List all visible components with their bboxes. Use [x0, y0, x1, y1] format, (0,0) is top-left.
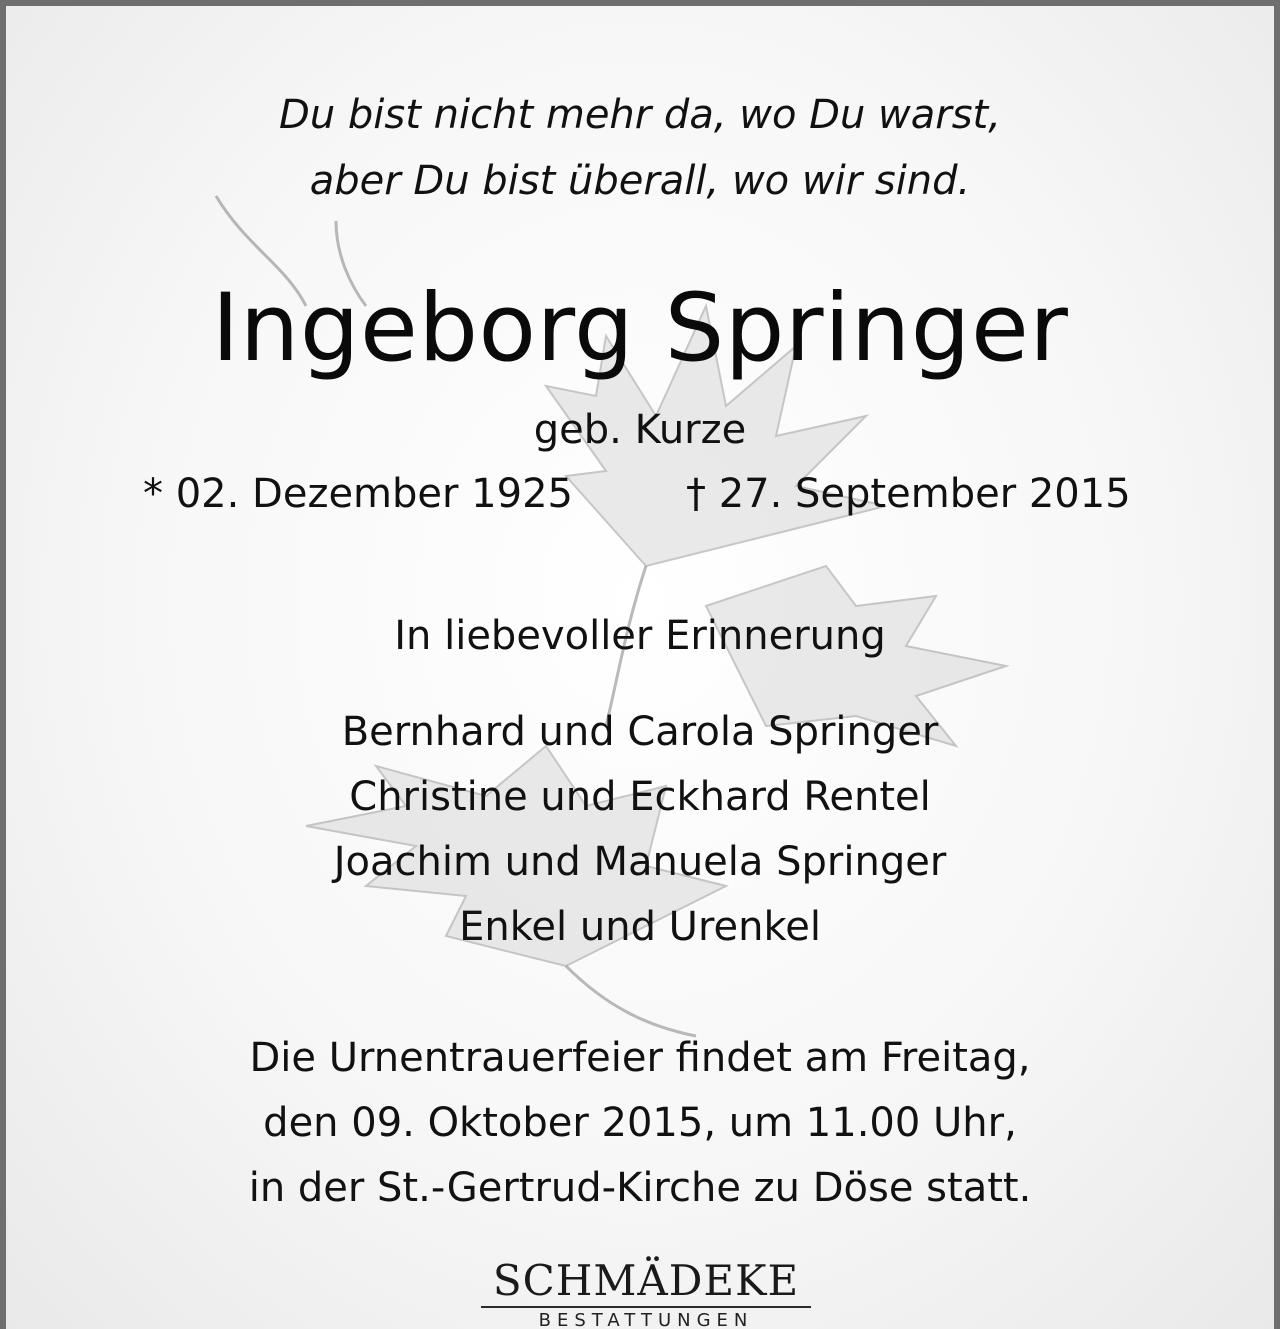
- birth-date: * 02. Dezember 1925: [143, 471, 573, 517]
- verse-line-2: aber Du bist überall, wo wir sind.: [309, 158, 971, 204]
- ceremony-line: Die Urnentrauerfeier findet am Freitag,: [249, 1035, 1031, 1081]
- mourner-line: Bernhard und Carola Springer: [341, 709, 939, 755]
- ceremony-line: in der St.-Gertrud-Kirche zu Döse statt.: [248, 1165, 1032, 1211]
- mourner-line: Joachim und Manuela Springer: [333, 839, 947, 885]
- verse: [6, 82, 1274, 214]
- ceremony-details: [6, 1026, 1274, 1221]
- mourner-line: Christine und Eckhard Rentel: [349, 774, 931, 820]
- funeral-home-name: SCHMÄDEKE: [492, 1256, 800, 1305]
- mourner-line: Enkel und Urenkel: [459, 904, 821, 950]
- death-date: † 27. September 2015: [686, 471, 1131, 517]
- mourners-list: [6, 700, 1274, 960]
- memory-line: In liebevoller Erinnerung: [394, 613, 886, 659]
- ceremony-line: den 09. Oktober 2015, um 11.00 Uhr,: [263, 1100, 1017, 1146]
- birth-name: geb. Kurze: [533, 407, 747, 453]
- funeral-home-logo: [476, 1256, 816, 1329]
- verse-line-1: Du bist nicht mehr da, wo Du warst,: [279, 92, 1001, 138]
- funeral-home-subtitle: BESTATTUNGEN: [538, 1310, 754, 1329]
- deceased-name: Ingeborg Springer: [211, 274, 1069, 383]
